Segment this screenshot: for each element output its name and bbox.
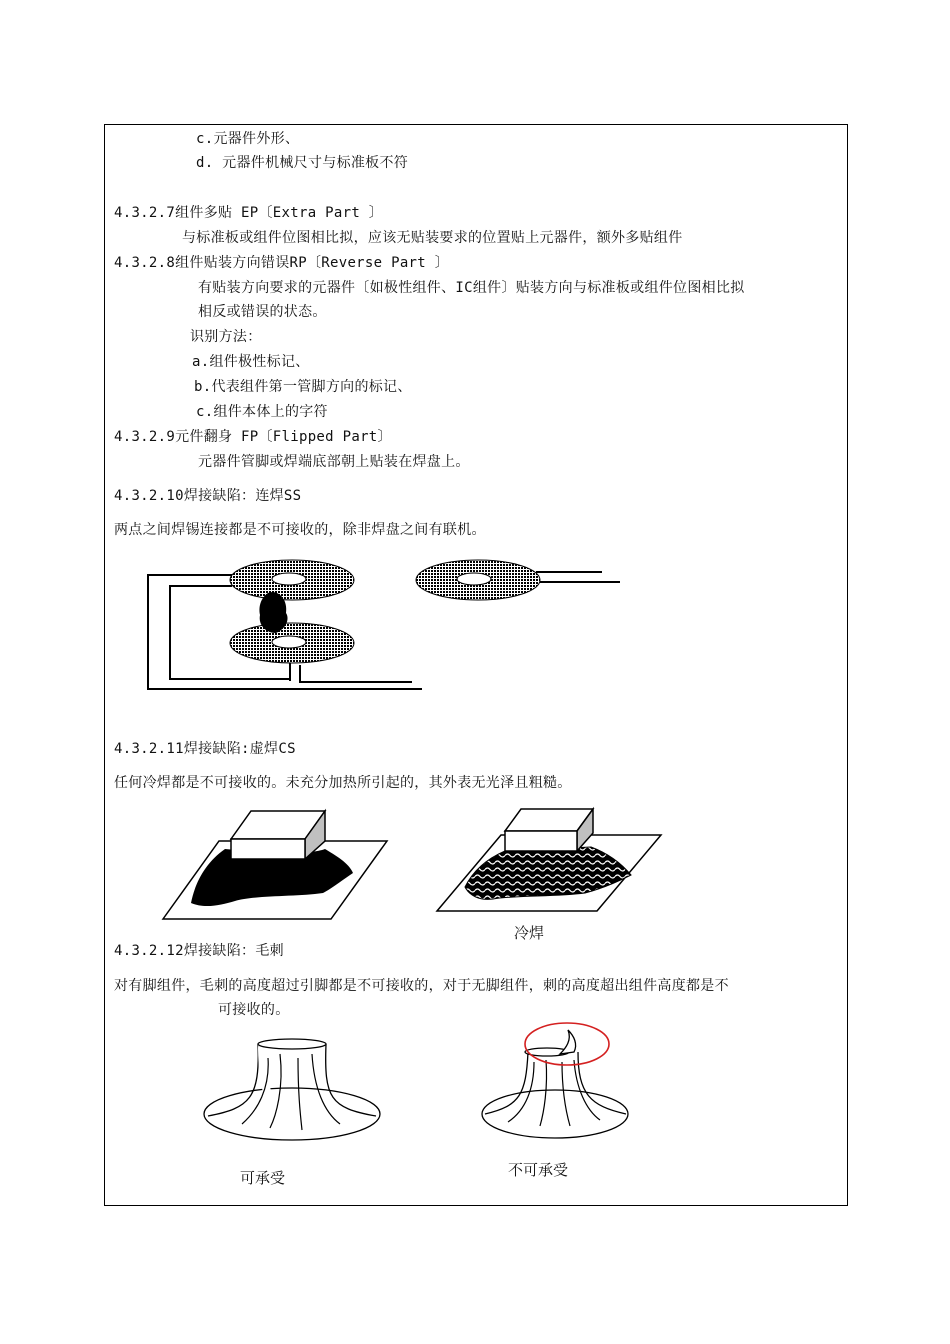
unacceptable-joint xyxy=(482,1023,628,1138)
heading-43210: 4.3.2.10焊接缺陷：连焊SS xyxy=(114,488,302,504)
body-4327: 与标准板或组件位图相比拟，应该无贴装要求的位置贴上元器件，额外多贴组件 xyxy=(182,230,683,246)
body-4328-line1: 有贴装方向要求的元器件〔如极性组件、IC组件〕贴装方向与标准板或组件位图相比拟 xyxy=(198,280,745,296)
method-c: c.组件本体上的字符 xyxy=(196,404,328,420)
heading-43211: 4.3.2.11焊接缺陷:虚焊CS xyxy=(114,741,296,757)
single-pad xyxy=(416,560,620,600)
body-43212-line2: 可接收的。 xyxy=(218,1002,290,1018)
method-a: a.组件极性标记、 xyxy=(192,354,310,370)
body-4329: 元器件管脚或焊端底部朝上贴装在焊盘上。 xyxy=(198,454,470,470)
heading-43212: 4.3.2.12焊接缺陷：毛刺 xyxy=(114,943,284,959)
body-4328-line2: 相反或错误的状态。 xyxy=(198,304,327,320)
acceptable-joint xyxy=(204,1039,380,1140)
cold-joint xyxy=(437,809,661,911)
body-43210: 两点之间焊锡连接都是不可接收的，除非焊盘之间有联机。 xyxy=(114,522,486,538)
cold-solder-figure xyxy=(155,803,675,925)
item-c: c.元器件外形、 xyxy=(196,131,300,147)
normal-joint xyxy=(163,811,387,919)
solder-bridge-figure xyxy=(140,555,640,695)
heading-4328: 4.3.2.8组件贴装方向错误RP〔Reverse Part 〕 xyxy=(114,255,450,271)
item-d: d. 元器件机械尺寸与标准板不符 xyxy=(196,155,409,171)
caption-unacceptable: 不可承受 xyxy=(508,1161,569,1179)
body-43211: 任何冷焊都是不可接收的。未充分加热所引起的，其外表无光泽且粗糙。 xyxy=(114,775,572,791)
cold-solder-caption: 冷焊 xyxy=(514,924,545,942)
heading-4327: 4.3.2.7组件多贴 EP〔Extra Part 〕 xyxy=(114,205,384,221)
heading-4329: 4.3.2.9元件翻身 FP〔Flipped Part〕 xyxy=(114,429,392,445)
method-b: b.代表组件第一管脚方向的标记、 xyxy=(194,379,412,395)
solder-spike-figure xyxy=(190,1018,650,1146)
body-43212-line1: 对有脚组件，毛刺的高度超过引脚都是不可接收的，对于无脚组件，刺的高度超出组件高度都是不 xyxy=(114,978,729,994)
caption-acceptable: 可承受 xyxy=(240,1169,286,1187)
bridged-pads xyxy=(148,560,422,689)
method-label: 识别方法： xyxy=(190,329,262,345)
